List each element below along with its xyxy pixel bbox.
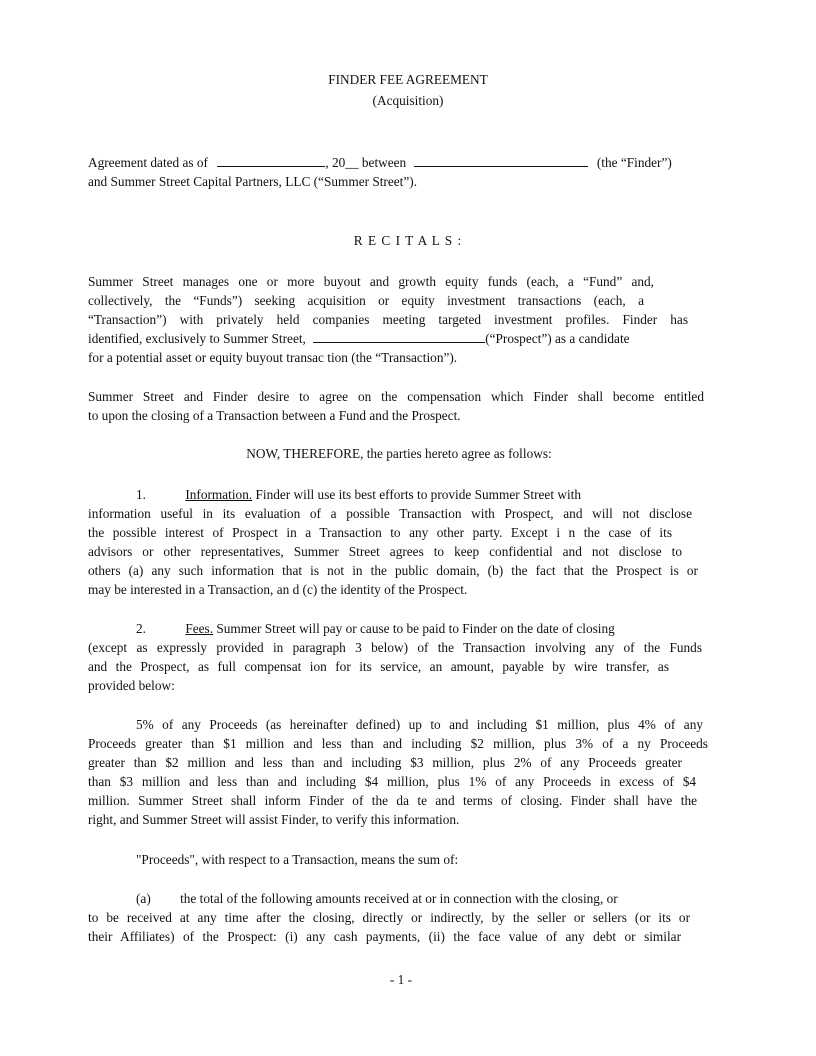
- section1-text: Finder will use its best efforts to provide Summer Street with: [252, 487, 581, 502]
- page-number: - 1 -: [389, 972, 413, 987]
- finder-name-blank[interactable]: [414, 154, 588, 167]
- recital1-line-5: for a potential asset or equity buyout transac tion (the “Transaction”).: [88, 350, 458, 365]
- fee-line-3: greater than $2 million and less than and including $3 million, plus 2% of any Proceeds greater: [88, 755, 682, 770]
- section1-number: 1.: [136, 487, 146, 502]
- clause-a-line-2: to be received at any time after the closing, directly or indirectly, by the seller or sellers (or its or: [88, 910, 690, 925]
- section1-heading: Information.: [185, 487, 253, 502]
- section2-text: Summer Street will pay or cause to be paid to Finder on the date of closing: [213, 621, 615, 636]
- recital1-identified: identified, exclusively to Summer Street,: [88, 331, 306, 346]
- section1-line-5: others (a) any such information that is not in the public domain, (b) the fact that the Prospect is or: [88, 563, 698, 578]
- section2-number: 2.: [136, 621, 146, 636]
- section1-line-1: [136, 485, 652, 504]
- fee-line-2: Proceeds greater than $1 million and less than and including $2 million, plus 3% of a ny Proceeds: [88, 736, 708, 751]
- date-blank[interactable]: [217, 154, 325, 167]
- intro-finder-label: (the “Finder”): [596, 155, 672, 170]
- section1-line-3: the possible interest of Prospect in a Transaction to any other party. Except i n the case of its: [88, 525, 672, 540]
- clause-a-label: (a): [136, 891, 151, 906]
- recital2-line-2: to upon the closing of a Transaction between a Fund and the Prospect.: [88, 408, 461, 423]
- section2-line-3: and the Prospect, as full compensat ion for its service, an amount, payable by wire transfer, as: [88, 659, 669, 674]
- section2-line-4: provided below:: [88, 678, 175, 693]
- fee-line-4: than $3 million and less than and including $4 million, plus 1% of any Proceeds in excess of $4: [88, 774, 696, 789]
- fee-line-5: million. Summer Street shall inform Finder of the da te and terms of closing. Finder shall have the: [88, 793, 697, 808]
- intro-year: , 20__ between: [325, 155, 407, 170]
- intro-line-1: [88, 153, 710, 172]
- proceeds-definition: "Proceeds", with respect to a Transaction, means the sum of:: [136, 852, 459, 867]
- document-title: FINDER FEE AGREEMENT: [328, 72, 488, 87]
- clause-a-line-3: their Affiliates) of the Prospect: (i) any cash payments, (ii) the face value of any debt or similar: [88, 929, 681, 944]
- recital1-line-3: “Transaction”) with privately held companies meeting targeted investment profiles. Finder has: [88, 312, 688, 327]
- section1-line-2: information useful in its evaluation of a possible Transaction with Prospect, and will not disclose: [88, 506, 692, 521]
- recital1-line-4: [88, 329, 692, 348]
- recital2-line-1: Summer Street and Finder desire to agree on the compensation which Finder shall become entitled: [88, 389, 704, 404]
- recital1-line-2: collectively, the “Funds”) seeking acquisition or equity investment transactions (each, a: [88, 293, 644, 308]
- recital1-line-1: Summer Street manages one or more buyout and growth equity funds (each, a “Fund” and,: [88, 274, 654, 289]
- clause-a-line-1: [136, 889, 704, 908]
- document-subtitle: (Acquisition): [372, 93, 444, 108]
- now-therefore: NOW, THEREFORE, the parties hereto agree as follows:: [246, 446, 552, 461]
- intro-line-2: and Summer Street Capital Partners, LLC (“Summer Street”).: [88, 174, 418, 189]
- section1-line-6: may be interested in a Transaction, an d (c) the identity of the Prospect.: [88, 582, 468, 597]
- clause-a-text: the total of the following amounts received at or in connection with the closing, or: [180, 891, 618, 906]
- recitals-heading: R E C I T A L S :: [353, 233, 463, 248]
- intro-dated-as-of: Agreement dated as of: [88, 155, 208, 170]
- fee-line-6: right, and Summer Street will assist Finder, to verify this information.: [88, 812, 460, 827]
- section1-line-4: advisors or other representatives, Summer Street agrees to keep confidential and not disclose to: [88, 544, 682, 559]
- section2-heading: Fees.: [185, 621, 214, 636]
- prospect-blank[interactable]: [313, 330, 485, 343]
- recital1-prospect-label: (“Prospect”) as a candidate: [485, 331, 630, 346]
- fee-line-1: 5% of any Proceeds (as hereinafter defined) up to and including $1 million, plus 4% of any: [136, 717, 703, 732]
- section2-line-1: [136, 619, 688, 638]
- section2-line-2: (except as expressly provided in paragraph 3 below) of the Transaction involving any of the Funds: [88, 640, 702, 655]
